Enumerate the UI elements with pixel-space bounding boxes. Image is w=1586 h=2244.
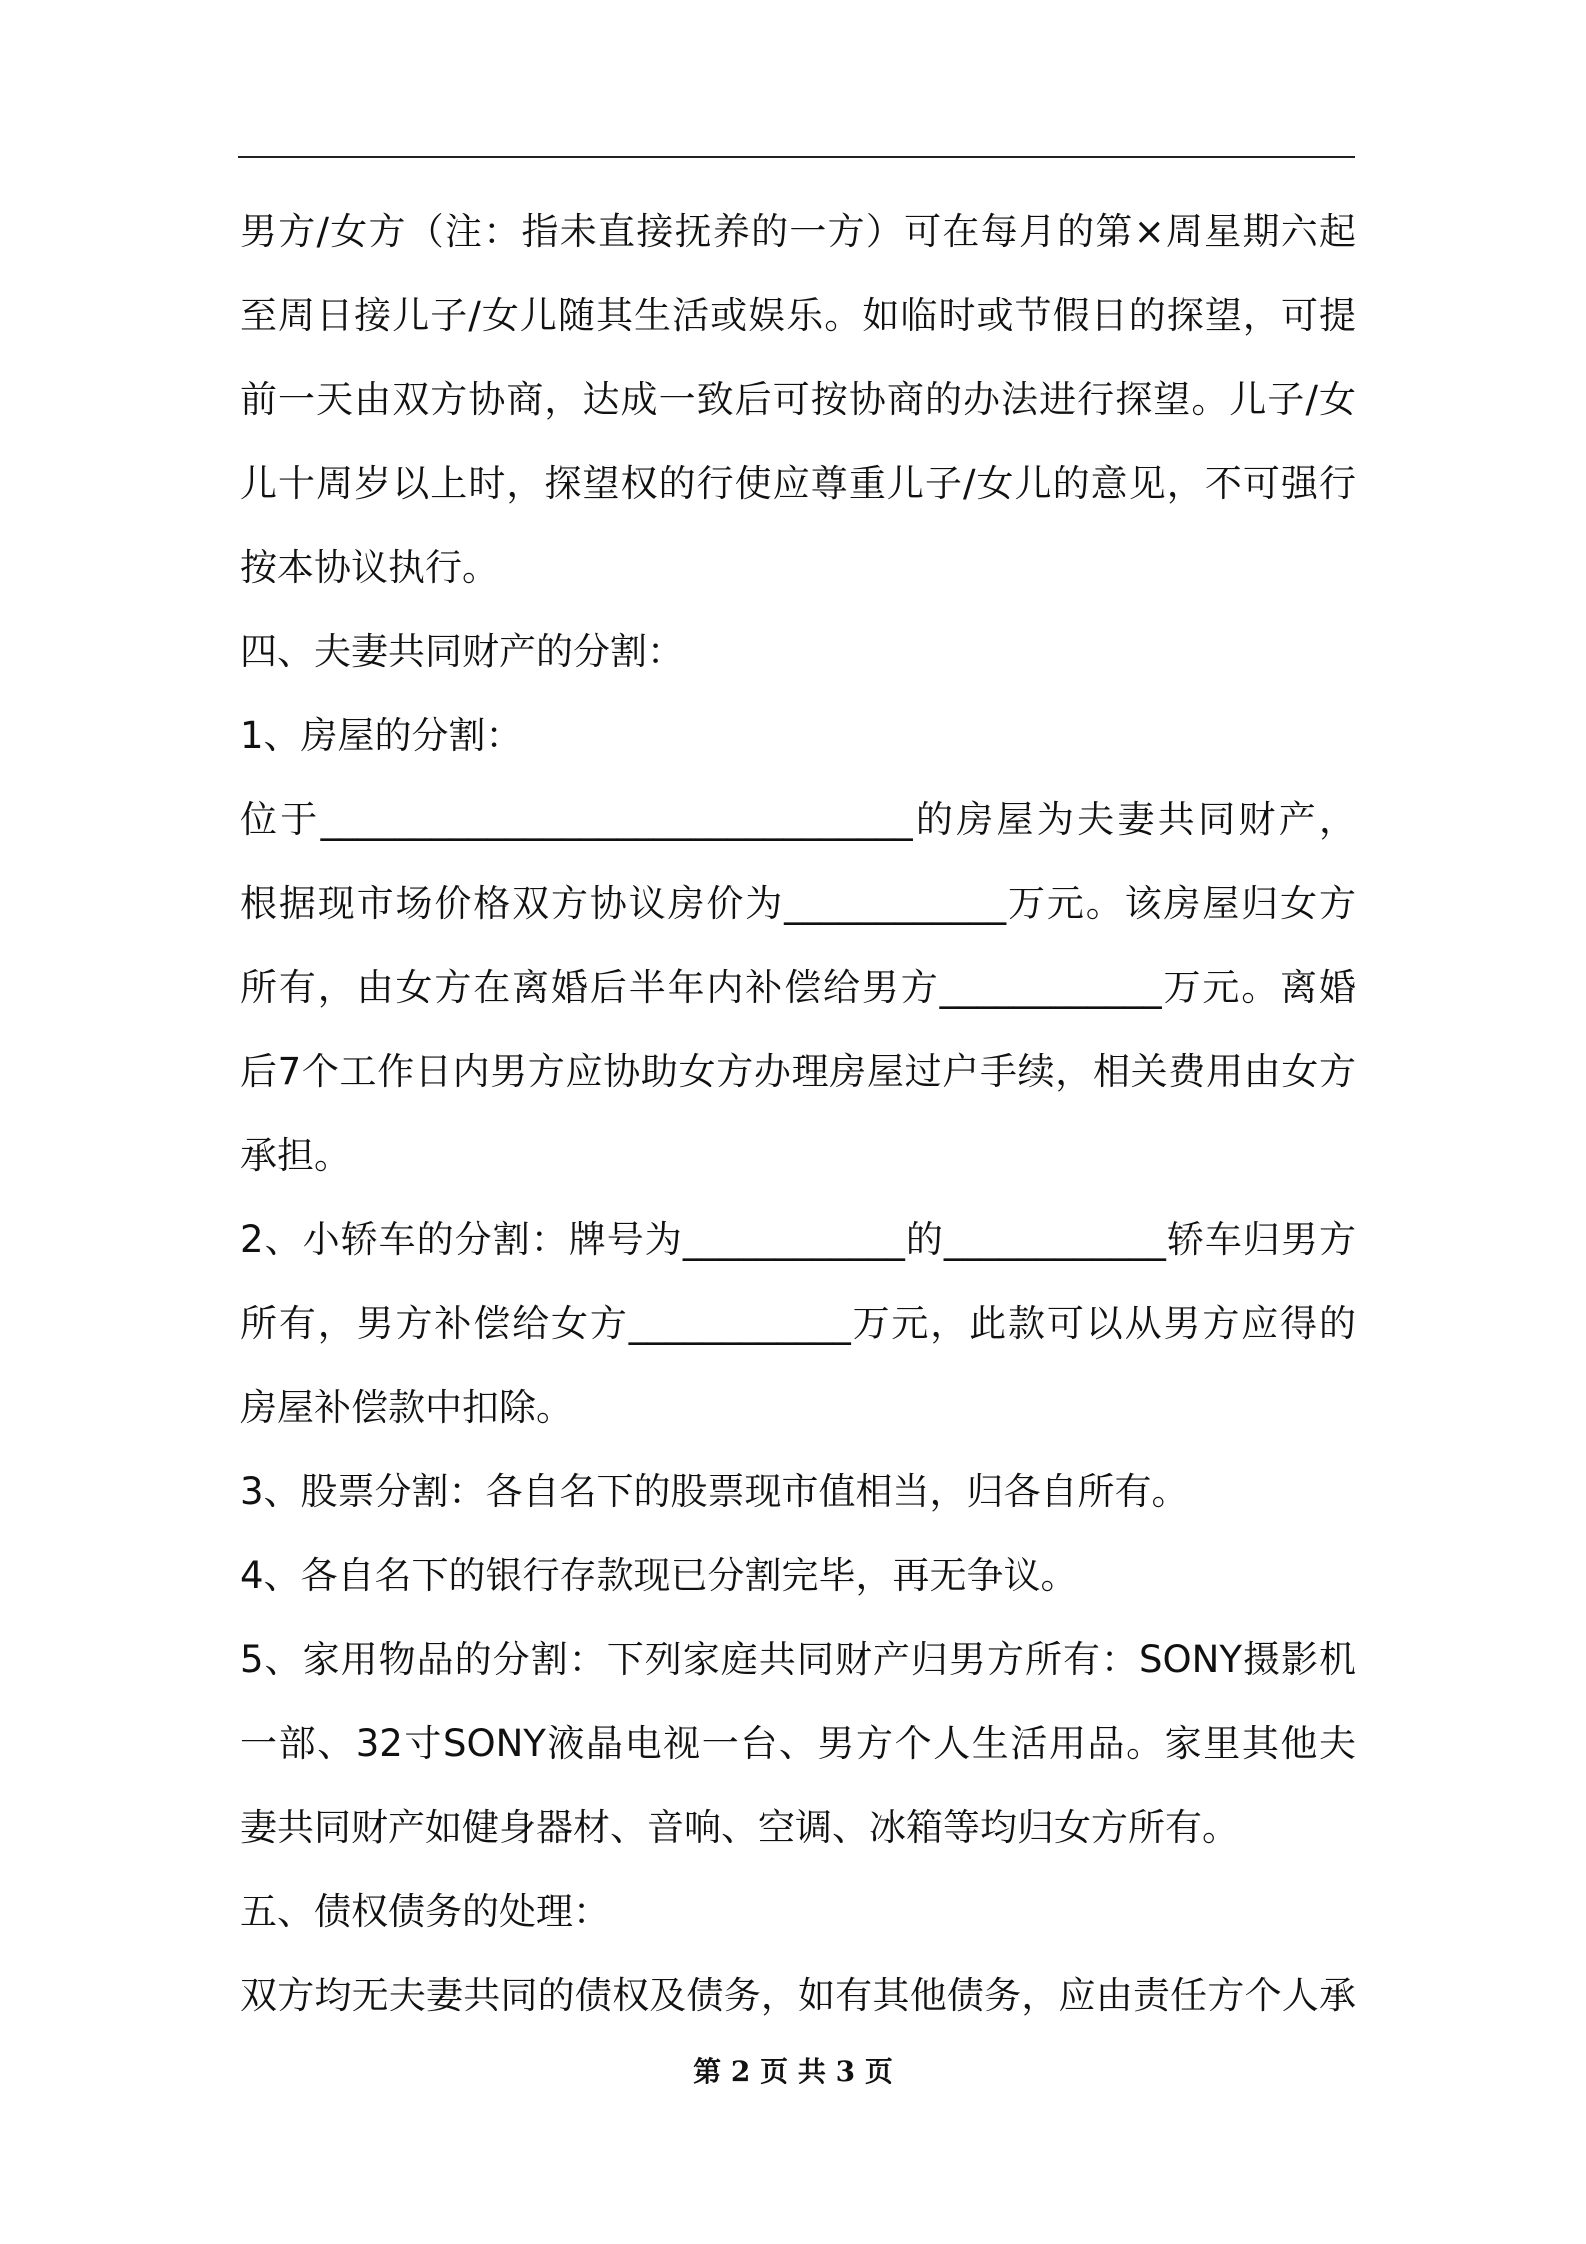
text-line-12: 承担。 (240, 1134, 351, 1177)
text-line-18: 5、家用物品的分割：下列家庭共同财产归男方所有：SONY摄影机 (240, 1638, 1356, 1681)
text-line-22: 双方均无夫妻共同的债权及债务，如有其他债务，应由责任方个人承 (240, 1974, 1356, 2017)
text-line-1: 男方/女方（注：指未直接抚养的一方）可在每月的第×周星期六起 (240, 210, 1356, 253)
document-body (240, 190, 1356, 2038)
text-line-14: 所有，男方补偿给女方____________万元，此款可以从男方应得的 (240, 1302, 1356, 1345)
subheading-house: 1、房屋的分割： (240, 714, 523, 757)
text-line-17: 4、各自名下的银行存款现已分割完毕，再无争议。 (240, 1554, 1078, 1597)
text-line-5: 按本协议执行。 (240, 546, 499, 589)
page-number-footer: 第 2 页 共 3 页 (693, 2055, 893, 2088)
text-line-15: 房屋补偿款中扣除。 (240, 1386, 573, 1429)
text-line-8: 位于________________________________的房屋为夫妻共同财产， (240, 798, 1356, 841)
text-line-10: 所有，由女方在离婚后半年内补偿给男方____________万元。离婚 (240, 966, 1356, 1009)
section-heading-debts: 五、债权债务的处理： (240, 1890, 610, 1933)
text-line-4: 儿十周岁以上时，探望权的行使应尊重儿子/女儿的意见，不可强行 (240, 462, 1356, 505)
text-line-13: 2、小轿车的分割：牌号为____________的____________轿车归男方 (240, 1218, 1356, 1261)
header-rule (238, 156, 1355, 158)
text-line-3: 前一天由双方协商，达成一致后可按协商的办法进行探望。儿子/女 (240, 378, 1356, 421)
text-line-2: 至周日接儿子/女儿随其生活或娱乐。如临时或节假日的探望，可提 (240, 294, 1356, 337)
section-heading-property: 四、夫妻共同财产的分割： (240, 630, 684, 673)
text-line-9: 根据现市场价格双方协议房价为____________万元。该房屋归女方 (240, 882, 1356, 925)
text-line-20: 妻共同财产如健身器材、音响、空调、冰箱等均归女方所有。 (240, 1806, 1239, 1849)
text-line-19: 一部、32寸SONY液晶电视一台、男方个人生活用品。家里其他夫 (240, 1722, 1356, 1765)
text-line-11: 后7个工作日内男方应协助女方办理房屋过户手续，相关费用由女方 (240, 1050, 1356, 1093)
text-line-16: 3、股票分割：各自名下的股票现市值相当，归各自所有。 (240, 1470, 1189, 1513)
